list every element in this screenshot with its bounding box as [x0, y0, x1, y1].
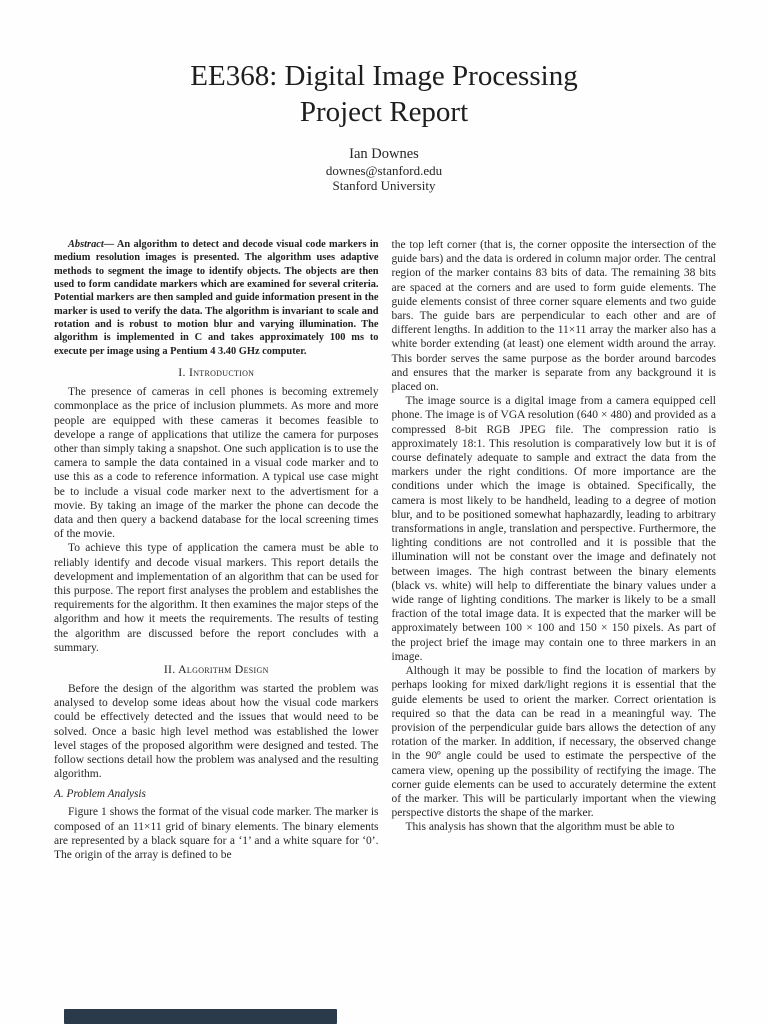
algorithm-design-paragraph: Before the design of the algorithm was started the problem was analysed to develop some ideas about how the visual code markers could be effectively detected and the issues that would need to be solved. Once a basic high level method was established the lower level stages of the proposed algorithm were designed and tested. The follow sections detail how the problem was analysed and the resulting algorithm. — [54, 682, 379, 781]
abstract-paragraph — [54, 238, 379, 358]
author-block — [0, 147, 768, 194]
image-source-paragraph: The image source is a digital image from a camera equipped cell phone. The image is of VGA resolution (640 × 480) and provided as a compressed 8-bit RGB JPEG file. The compression ratio is approximately 18:1. This resolution is comparatively low but it is of course definately adequate to sample and extract the data from the markers under the right conditions. Of more importance are the conditions under which the image is obtained. Specifically, the camera is most likely to be handheld, leading to a degree of motion blur, and to be positioned somewhat haphazardly, leading to arbitrary transformations in angle, translation and perspective. Furthermore, the lighting conditions are not controlled and it is possible that the illumination will not be constant over the image and definately not between images. The high contrast between the binary elements (black vs. white) will help to differentiate the binary values under a wide range of lighting conditions. The marker is likely to be a small fraction of the total image data. It is expected that the marker will be approximately between 100 × 100 and 150 × 150 pixels. As part of the project brief the image may contain one to three markers in an image. — [391, 395, 716, 663]
marker-format-continuation-paragraph: the top left corner (that is, the corner opposite the intersection of the guide bars) and the data is ordered in column major order. The central region of the marker contains 83 bits of data. The remaining 38 bits are spaced at the corners and are used to form guide elements. The guide elements consist of three corner square elements and two guide bars. The guide bars are perpendicular to each other and are of different lengths. In addition to the 11×11 array the marker also has a white border extending (at least) one element width around the array. This border serves the same purpose as the border around barcodes and ensures that the marker is separate from any background it is placed on. — [391, 239, 716, 394]
subsection-heading-problem-analysis: A. Problem Analysis — [54, 788, 146, 801]
right-column — [392, 238, 717, 862]
abstract-text: An algorithm to detect and decode visual code markers in medium resolution images is presented. The algorithm uses adaptive methods to segment the image to identify objects. The objects are then used to form candidate markers which are examined for several criteria. Potential markers are then sampled and guide information present in the marker is used to verify the data. The algorithm is invariant to scale and rotation and is robust to motion blur and varying illumination. The algorithm is implemented in C and takes approximately 100 ms to execute per image using a Pentium 4 3.40 GHz computer. — [54, 239, 379, 357]
left-column — [54, 238, 379, 862]
two-column-body — [54, 238, 716, 862]
section-heading-algorithm-design: II. Algorithm Design — [163, 661, 269, 676]
section-heading-introduction: I. Introduction — [178, 365, 255, 380]
orientation-paragraph: Although it may be possible to find the location of markers by perhaps looking for mixed dark/light regions it is essential that the guide elements be used to orient the marker. Correct orientation is required so that the data can be read in a meaningful way. The provision of the perpendicular guide bars allows the detection of any rotation of the marker. In addition, if necessary, the observed change in the 90º angle could be used to estimate the perspective of the camera view, opening up the possibility of rectifying the image. The corner guide elements can be used to accurately determine the extent of the marker. This will be particularly important when the viewing perspective distorts the shape of the marker. — [391, 665, 716, 820]
problem-analysis-paragraph: Figure 1 shows the format of the visual code marker. The marker is composed of an 11×11 grid of binary elements. The binary elements are represented by a black square for a ‘1’ and a white square for ‘0’. The origin of the array is defined to be — [54, 806, 379, 861]
abstract-label: Abstract— — [68, 239, 115, 250]
paper-title — [0, 58, 768, 130]
intro-paragraph-1: The presence of cameras in cell phones is becoming extremely commonplace as the price of inclusion plummets. As more and more people are equipped with these cameras it becomes feasible to develope a range of applications that utilize the camera for purposes other than simply taking a snapshot. One such application is to use the camera to sample the data contained in a visual code marker and to use this as a code to reference information. A typical use case might be to include a visual code marker next to the advertisment for a movie. By taking an image of the marker the phone can decode the data and then query a backend database for the local screening times of the movie. — [54, 386, 379, 541]
paper-header — [0, 58, 768, 194]
paper-title-line2: Project Report — [299, 96, 469, 128]
analysis-conclusion-line: This analysis has shown that the algorithm must be able to — [405, 821, 675, 834]
paper-title-line1: EE368: Digital Image Processing — [190, 60, 578, 92]
intro-paragraph-2: To achieve this type of application the camera must be able to reliably identify and decode visual markers. This report details the development and implementation of an algorithm that can be used for this purpose. The report first analyses the problem and establishes the requirements for the algorithm. It then examines the major steps of the algorithm and how it meets the requirements. The results of testing the algorithm are discussed before the report concludes with a summary. — [54, 542, 379, 654]
author-affiliation: Stanford University — [332, 178, 436, 193]
next-page-edge-bar — [64, 1009, 337, 1024]
author-name: Ian Downes — [349, 146, 419, 162]
author-email: downes@stanford.edu — [325, 162, 443, 178]
